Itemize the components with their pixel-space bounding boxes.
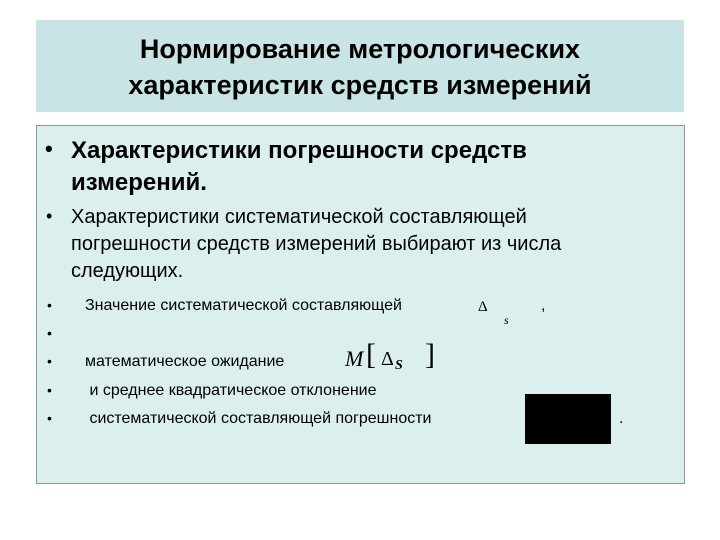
bullet-line: измерений. (71, 169, 207, 196)
bullet-marker: • (45, 136, 53, 161)
sub-bullet-marker: • (47, 382, 52, 398)
sub-bullet-marker: • (47, 297, 52, 313)
title-line-2: характеристик средств измерений (128, 70, 592, 100)
sub-bullet-marker: • (47, 353, 52, 369)
sub-item-systematic-value: Значение систематической составляющей (85, 297, 402, 314)
sentence-period: . (619, 410, 624, 427)
bullet-marker: • (46, 206, 53, 226)
bullet-line: погрешности средств измерений выбирают из числа (71, 233, 562, 255)
bullet-characteristics-heading (71, 135, 527, 199)
sub-item-std-deviation: и среднее квадратическое отклонение (85, 382, 377, 399)
formula-subscript-s: s (504, 313, 509, 327)
formula-right-bracket: ] (425, 338, 435, 371)
content-panel (36, 125, 685, 484)
redacted-formula-block (525, 394, 611, 444)
title-banner (36, 20, 684, 112)
title-line-1: Нормирование метрологических (139, 34, 581, 64)
bullet-line: Характеристики систематической составляющей (71, 206, 527, 228)
page-title (128, 31, 591, 103)
formula-subscript-s: S (395, 358, 403, 373)
sub-item-systematic-error: систематической составляющей погрешности (85, 410, 432, 427)
bullet-line: Характеристики погрешности средств (71, 137, 527, 164)
sub-bullet-marker: • (47, 325, 52, 341)
bullet-systematic-description (71, 204, 561, 285)
formula-comma: , (541, 297, 546, 314)
formula-delta-symbol: Δ (381, 348, 394, 370)
formula-M: M (345, 346, 364, 371)
sub-bullet-marker: • (47, 410, 52, 426)
sub-item-expectation: математическое ожидание (85, 353, 285, 370)
bullet-line: следующих. (71, 260, 184, 282)
formula-delta-symbol: Δ (478, 299, 488, 315)
formula-left-bracket: [ (366, 338, 376, 371)
